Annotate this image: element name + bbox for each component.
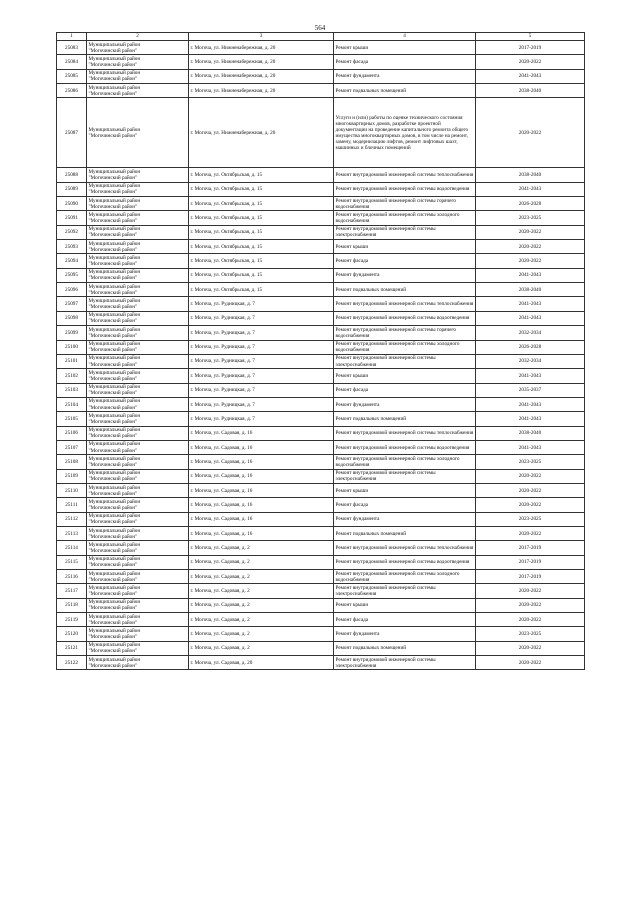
address-cell: г. Могоча, ул. Октябрьская, д. 15 <box>189 211 334 225</box>
work-type-cell: Ремонт внутридомовой инженерной системы холодного водоснабжения <box>334 570 476 584</box>
table-row <box>57 412 585 426</box>
district-cell: Муниципальный район "Могочинский район" <box>87 440 189 454</box>
district-cell: Муниципальный район "Могочинский район" <box>87 426 189 440</box>
table-row <box>57 627 585 641</box>
period-cell: 2020-2022 <box>476 584 585 598</box>
work-type-cell: Ремонт крыши <box>334 598 476 612</box>
table-row <box>57 584 585 598</box>
address-cell: г. Могоча, ул. Рудницкая, д. 7 <box>189 383 334 397</box>
work-type-cell: Ремонт крыши <box>334 41 476 55</box>
address-cell: г. Могоча, ул. Садовая, д. 16 <box>189 483 334 497</box>
address-cell: г. Могоча, ул. Рудницкая, д. 7 <box>189 297 334 311</box>
work-type-cell: Ремонт фундамента <box>334 627 476 641</box>
district-cell: Муниципальный район "Могочинский район" <box>87 340 189 354</box>
district-cell: Муниципальный район "Могочинский район" <box>87 55 189 69</box>
table-row <box>57 455 585 469</box>
work-type-cell: Ремонт внутридомовой инженерной системы электроснабжения <box>334 225 476 239</box>
page-number: 564 <box>314 24 326 32</box>
work-type-cell: Ремонт фасада <box>334 55 476 69</box>
table-row <box>57 168 585 182</box>
period-cell: 2020-2022 <box>476 641 585 655</box>
row-number: 25109 <box>57 469 87 483</box>
period-cell: 2041-2043 <box>476 297 585 311</box>
table-row <box>57 641 585 655</box>
row-number: 25115 <box>57 555 87 569</box>
address-cell: г. Могоча, ул. Садовая, д. 2 <box>189 598 334 612</box>
row-number: 25096 <box>57 283 87 297</box>
work-type-cell: Ремонт внутридомовой инженерной системы электроснабжения <box>334 656 476 670</box>
table-row <box>57 240 585 254</box>
work-type-cell: Ремонт крыши <box>334 369 476 383</box>
table-row <box>57 598 585 612</box>
address-cell: г. Могоча, ул. Садовая, д. 2 <box>189 584 334 598</box>
district-cell: Муниципальный район "Могочинский район" <box>87 412 189 426</box>
table-row <box>57 383 585 397</box>
period-cell: 2032-2034 <box>476 326 585 340</box>
table-row <box>57 426 585 440</box>
work-type-cell: Ремонт внутридомовой инженерной системы теплоснабжения <box>334 541 476 555</box>
address-cell: г. Могоча, ул. Рудницкая, д. 7 <box>189 412 334 426</box>
column-header-4: 4 <box>334 33 476 41</box>
address-cell: г. Могоча, ул. Садовая, д. 16 <box>189 455 334 469</box>
district-cell: Муниципальный район "Могочинский район" <box>87 512 189 526</box>
work-type-cell: Ремонт фундамента <box>334 69 476 83</box>
period-cell: 2020-2022 <box>476 613 585 627</box>
district-cell: Муниципальный район "Могочинский район" <box>87 326 189 340</box>
work-type-cell: Ремонт фундамента <box>334 512 476 526</box>
period-cell: 2020-2022 <box>476 483 585 497</box>
address-cell: г. Могоча, ул. Октябрьская, д. 15 <box>189 182 334 196</box>
district-cell: Муниципальный район "Могочинский район" <box>87 168 189 182</box>
address-cell: г. Могоча, ул. Октябрьская, д. 15 <box>189 254 334 268</box>
district-cell: Муниципальный район "Могочинский район" <box>87 627 189 641</box>
district-cell: Муниципальный район "Могочинский район" <box>87 41 189 55</box>
row-number: 25094 <box>57 254 87 268</box>
district-cell: Муниципальный район "Могочинский район" <box>87 211 189 225</box>
work-type-cell: Ремонт фасада <box>334 383 476 397</box>
address-cell: г. Могоча, ул. Рудницкая, д. 7 <box>189 369 334 383</box>
work-type-cell: Ремонт внутридомовой инженерной системы электроснабжения <box>334 469 476 483</box>
address-cell: г. Могоча, ул. Октябрьская, д. 15 <box>189 283 334 297</box>
district-cell: Муниципальный район "Могочинский район" <box>87 641 189 655</box>
period-cell: 2038-2040 <box>476 283 585 297</box>
work-type-cell: Ремонт крыши <box>334 483 476 497</box>
period-cell: 2020-2022 <box>476 254 585 268</box>
period-cell: 2023-2025 <box>476 455 585 469</box>
address-cell: г. Могоча, ул. Рудницкая, д. 7 <box>189 326 334 340</box>
period-cell: 2038-2040 <box>476 84 585 98</box>
column-header-1: 1 <box>57 33 87 41</box>
address-cell: г. Могоча, ул. Октябрьская, д. 15 <box>189 168 334 182</box>
district-cell: Муниципальный район "Могочинский район" <box>87 369 189 383</box>
district-cell: Муниципальный район "Могочинский район" <box>87 254 189 268</box>
capital-repair-table <box>56 32 585 670</box>
period-cell: 2020-2022 <box>476 469 585 483</box>
table-row <box>57 84 585 98</box>
address-cell: г. Могоча, ул. Садовая, д. 2 <box>189 613 334 627</box>
work-type-cell: Ремонт внутридомовой инженерной системы теплоснабжения <box>334 426 476 440</box>
period-cell: 2038-2040 <box>476 168 585 182</box>
work-type-cell: Ремонт внутридомовой инженерной системы горячего водоснабжения <box>334 326 476 340</box>
row-number: 25116 <box>57 570 87 584</box>
district-cell: Муниципальный район "Могочинский район" <box>87 311 189 325</box>
row-number: 25084 <box>57 55 87 69</box>
work-type-cell: Ремонт крыши <box>334 240 476 254</box>
address-cell: г. Могоча, ул. Садовая, д. 2 <box>189 555 334 569</box>
table-row <box>57 340 585 354</box>
address-cell: г. Могоча, ул. Рудницкая, д. 7 <box>189 354 334 368</box>
work-type-cell: Ремонт фундамента <box>334 268 476 282</box>
table-row <box>57 182 585 196</box>
table-row <box>57 254 585 268</box>
address-cell: г. Могоча, ул. Садовая, д. 16 <box>189 440 334 454</box>
table-row <box>57 541 585 555</box>
row-number: 25110 <box>57 483 87 497</box>
period-cell: 2041-2043 <box>476 412 585 426</box>
district-cell: Муниципальный район "Могочинский район" <box>87 656 189 670</box>
period-cell: 2020-2022 <box>476 526 585 540</box>
district-cell: Муниципальный район "Могочинский район" <box>87 69 189 83</box>
period-cell: 2023-2025 <box>476 512 585 526</box>
district-cell: Муниципальный район "Могочинский район" <box>87 526 189 540</box>
work-type-cell: Ремонт внутридомовой инженерной системы холодного водоснабжения <box>334 455 476 469</box>
district-cell: Муниципальный район "Могочинский район" <box>87 182 189 196</box>
period-cell: 2023-2025 <box>476 627 585 641</box>
district-cell: Муниципальный район "Могочинский район" <box>87 383 189 397</box>
row-number: 25095 <box>57 268 87 282</box>
row-number: 25088 <box>57 168 87 182</box>
work-type-cell: Ремонт подвальных помещений <box>334 84 476 98</box>
address-cell: г. Могоча, ул. Рудницкая, д. 7 <box>189 311 334 325</box>
work-type-cell: Ремонт внутридомовой инженерной системы теплоснабжения <box>334 297 476 311</box>
row-number: 25083 <box>57 41 87 55</box>
district-cell: Муниципальный район "Могочинский район" <box>87 570 189 584</box>
table-row <box>57 211 585 225</box>
period-cell: 2041-2043 <box>476 182 585 196</box>
row-number: 25118 <box>57 598 87 612</box>
work-type-cell: Ремонт фасада <box>334 498 476 512</box>
address-cell: г. Могоча, ул. Нижненабережная, д. 20 <box>189 69 334 83</box>
table-row <box>57 656 585 670</box>
work-type-cell: Ремонт внутридомовой инженерной системы теплоснабжения <box>334 168 476 182</box>
table-row <box>57 555 585 569</box>
period-cell: 2020-2022 <box>476 656 585 670</box>
table-header-row <box>57 33 585 41</box>
row-number: 25102 <box>57 369 87 383</box>
table-row <box>57 397 585 411</box>
period-cell: 2035-2037 <box>476 383 585 397</box>
table-row <box>57 41 585 55</box>
district-cell: Муниципальный район "Могочинский район" <box>87 240 189 254</box>
period-cell: 2017-2019 <box>476 570 585 584</box>
table-row <box>57 354 585 368</box>
address-cell: г. Могоча, ул. Октябрьская, д. 15 <box>189 225 334 239</box>
work-type-cell: Ремонт фундамента <box>334 397 476 411</box>
row-number: 25108 <box>57 455 87 469</box>
period-cell: 2041-2043 <box>476 440 585 454</box>
district-cell: Муниципальный район "Могочинский район" <box>87 598 189 612</box>
row-number: 25091 <box>57 211 87 225</box>
district-cell: Муниципальный район "Могочинский район" <box>87 584 189 598</box>
row-number: 25114 <box>57 541 87 555</box>
table-row <box>57 311 585 325</box>
work-type-cell: Ремонт внутридомовой инженерной системы холодного водоснабжения <box>334 211 476 225</box>
period-cell: 2032-2034 <box>476 354 585 368</box>
period-cell: 2041-2043 <box>476 369 585 383</box>
district-cell: Муниципальный район "Могочинский район" <box>87 197 189 211</box>
district-cell: Муниципальный район "Могочинский район" <box>87 555 189 569</box>
district-cell: Муниципальный район "Могочинский район" <box>87 613 189 627</box>
row-number: 25090 <box>57 197 87 211</box>
table-row <box>57 369 585 383</box>
period-cell: 2026-2028 <box>476 340 585 354</box>
work-type-cell: Ремонт внутридомовой инженерной системы водоотведения <box>334 555 476 569</box>
table-row <box>57 483 585 497</box>
work-type-cell: Ремонт подвальных помещений <box>334 283 476 297</box>
row-number: 25117 <box>57 584 87 598</box>
address-cell: г. Могоча, ул. Садовая, д. 2 <box>189 570 334 584</box>
address-cell: г. Могоча, ул. Садовая, д. 2 <box>189 627 334 641</box>
column-header-3: 3 <box>189 33 334 41</box>
period-cell: 2020-2022 <box>476 55 585 69</box>
table-row <box>57 268 585 282</box>
table-row <box>57 69 585 83</box>
row-number: 25087 <box>57 98 87 168</box>
column-header-2: 2 <box>87 33 189 41</box>
row-number: 25097 <box>57 297 87 311</box>
table-row <box>57 526 585 540</box>
row-number: 25089 <box>57 182 87 196</box>
row-number: 25101 <box>57 354 87 368</box>
address-cell: г. Могоча, ул. Октябрьская, д. 15 <box>189 268 334 282</box>
district-cell: Муниципальный район "Могочинский район" <box>87 98 189 168</box>
row-number: 25104 <box>57 397 87 411</box>
work-type-cell: Ремонт внутридомовой инженерной системы водоотведения <box>334 311 476 325</box>
district-cell: Муниципальный район "Могочинский район" <box>87 225 189 239</box>
district-cell: Муниципальный район "Могочинский район" <box>87 469 189 483</box>
table-row <box>57 297 585 311</box>
address-cell: г. Могоча, ул. Садовая, д. 16 <box>189 426 334 440</box>
work-type-cell: Ремонт внутридомовой инженерной системы водоотведения <box>334 440 476 454</box>
work-type-cell: Ремонт внутридомовой инженерной системы холодного водоснабжения <box>334 340 476 354</box>
district-cell: Муниципальный район "Могочинский район" <box>87 84 189 98</box>
column-header-5: 5 <box>476 33 585 41</box>
table-row <box>57 197 585 211</box>
address-cell: г. Могоча, ул. Садовая, д. 16 <box>189 512 334 526</box>
table-row <box>57 512 585 526</box>
table-row <box>57 570 585 584</box>
work-type-cell: Ремонт внутридомовой инженерной системы электроснабжения <box>334 354 476 368</box>
district-cell: Муниципальный район "Могочинский район" <box>87 541 189 555</box>
district-cell: Муниципальный район "Могочинский район" <box>87 354 189 368</box>
row-number: 25120 <box>57 627 87 641</box>
address-cell: г. Могоча, ул. Садовая, д. 16 <box>189 498 334 512</box>
table-row <box>57 55 585 69</box>
period-cell: 2017-2019 <box>476 41 585 55</box>
row-number: 25121 <box>57 641 87 655</box>
district-cell: Муниципальный район "Могочинский район" <box>87 397 189 411</box>
table-body <box>57 41 585 670</box>
address-cell: г. Могоча, ул. Садовая, д. 2 <box>189 541 334 555</box>
address-cell: г. Могоча, ул. Садовая, д. 16 <box>189 469 334 483</box>
row-number: 25119 <box>57 613 87 627</box>
address-cell: г. Могоча, ул. Октябрьская, д. 15 <box>189 197 334 211</box>
address-cell: г. Могоча, ул. Рудницкая, д. 7 <box>189 397 334 411</box>
work-type-cell: Услуги и (или) работы по оценке технического состояния многоквартирных домов, разработке проектной документации на проведение капитального ремонта общего имущества многоквартирных домов, в том числе на ремонт, замену, модернизацию лифтов, ремонт лифтовых шахт, машинных и блочных помещений <box>334 98 476 168</box>
row-number: 25111 <box>57 498 87 512</box>
period-cell: 2017-2019 <box>476 555 585 569</box>
row-number: 25092 <box>57 225 87 239</box>
district-cell: Муниципальный район "Могочинский район" <box>87 283 189 297</box>
period-cell: 2026-2028 <box>476 197 585 211</box>
period-cell: 2041-2043 <box>476 69 585 83</box>
row-number: 25093 <box>57 240 87 254</box>
address-cell: г. Могоча, ул. Октябрьская, д. 15 <box>189 240 334 254</box>
address-cell: г. Могоча, ул. Рудницкая, д. 7 <box>189 340 334 354</box>
work-type-cell: Ремонт внутридомовой инженерной системы электроснабжения <box>334 584 476 598</box>
period-cell: 2041-2043 <box>476 311 585 325</box>
work-type-cell: Ремонт подвальных помещений <box>334 526 476 540</box>
address-cell: г. Могоча, ул. Садовая, д. 20 <box>189 656 334 670</box>
table-row <box>57 283 585 297</box>
period-cell: 2041-2043 <box>476 397 585 411</box>
work-type-cell: Ремонт внутридомовой инженерной системы водоотведения <box>334 182 476 196</box>
district-cell: Муниципальный район "Могочинский район" <box>87 483 189 497</box>
district-cell: Муниципальный район "Могочинский район" <box>87 455 189 469</box>
work-type-cell: Ремонт внутридомовой инженерной системы горячего водоснабжения <box>334 197 476 211</box>
row-number: 25122 <box>57 656 87 670</box>
period-cell: 2020-2022 <box>476 498 585 512</box>
period-cell: 2017-2019 <box>476 541 585 555</box>
row-number: 25112 <box>57 512 87 526</box>
district-cell: Муниципальный район "Могочинский район" <box>87 297 189 311</box>
table-row <box>57 326 585 340</box>
row-number: 25105 <box>57 412 87 426</box>
table-row <box>57 225 585 239</box>
address-cell: г. Могоча, ул. Садовая, д. 16 <box>189 526 334 540</box>
row-number: 25100 <box>57 340 87 354</box>
table-row <box>57 440 585 454</box>
row-number: 25099 <box>57 326 87 340</box>
period-cell: 2020-2022 <box>476 225 585 239</box>
period-cell: 2041-2043 <box>476 268 585 282</box>
work-type-cell: Ремонт подвальных помещений <box>334 641 476 655</box>
row-number: 25103 <box>57 383 87 397</box>
period-cell: 2038-2040 <box>476 426 585 440</box>
address-cell: г. Могоча, ул. Нижненабережная, д. 20 <box>189 55 334 69</box>
row-number: 25085 <box>57 69 87 83</box>
address-cell: г. Могоча, ул. Садовая, д. 2 <box>189 641 334 655</box>
row-number: 25098 <box>57 311 87 325</box>
table-row <box>57 98 585 168</box>
row-number: 25106 <box>57 426 87 440</box>
table-row <box>57 613 585 627</box>
table-row <box>57 498 585 512</box>
row-number: 25086 <box>57 84 87 98</box>
period-cell: 2020-2022 <box>476 598 585 612</box>
address-cell: г. Могоча, ул. Нижненабережная, д. 20 <box>189 41 334 55</box>
row-number: 25107 <box>57 440 87 454</box>
address-cell: г. Могоча, ул. Нижненабережная, д. 20 <box>189 98 334 168</box>
row-number: 25113 <box>57 526 87 540</box>
period-cell: 2023-2025 <box>476 211 585 225</box>
district-cell: Муниципальный район "Могочинский район" <box>87 268 189 282</box>
work-type-cell: Ремонт подвальных помещений <box>334 412 476 426</box>
work-type-cell: Ремонт фасада <box>334 254 476 268</box>
work-type-cell: Ремонт фасада <box>334 613 476 627</box>
address-cell: г. Могоча, ул. Нижненабережная, д. 20 <box>189 84 334 98</box>
district-cell: Муниципальный район "Могочинский район" <box>87 498 189 512</box>
table-row <box>57 469 585 483</box>
period-cell: 2020-2022 <box>476 98 585 168</box>
period-cell: 2020-2022 <box>476 240 585 254</box>
